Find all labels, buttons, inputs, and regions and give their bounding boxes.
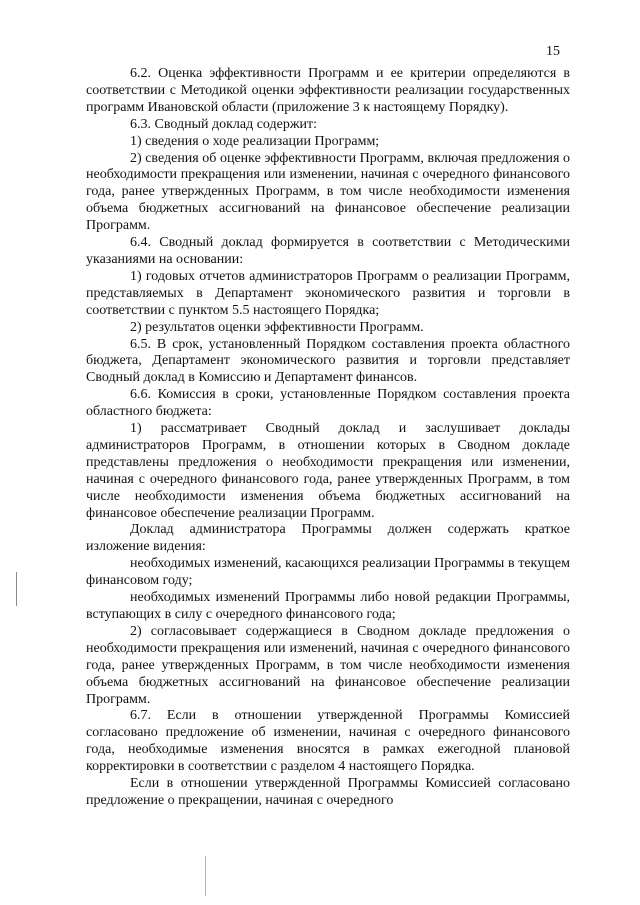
paragraph-6-3: 6.3. Сводный доклад содержит: — [130, 116, 318, 132]
paragraph-new-edition: необходимых изменений Программы либо новой редакции Программы, вступающих в силу с очередного финансового года; — [86, 590, 570, 622]
paragraph-6-2: 6.2. Оценка эффективности Программ и ее критерии определяются в соответствии с Методикой оценки эффективности реализации государственных программ Ивановской области (приложение 3 к настоящему Порядку). — [86, 66, 570, 115]
paragraph-6-7: 6.7. Если в отношении утвержденной Программы Комиссией согласовано предложение об изменении, начиная с очередного финансового года, необходимые изменения вносятся в рамках ежегодной плановой корректировки в соответствии с разделом 4 настоящего Порядка. — [86, 708, 570, 775]
paragraph-6-4: 6.4. Сводный доклад формируется в соответствии с Методическими указаниями на основании: — [86, 235, 570, 267]
paragraph-current-year-changes: необходимых изменений, касающихся реализации Программы в текущем финансовом году; — [86, 556, 570, 589]
paragraph-6-3-item-1: 1) сведения о ходе реализации Программ; — [130, 133, 380, 149]
paragraph-report-content: Доклад администратора Программы должен содержать краткое изложение видения: — [86, 522, 570, 555]
scan-artifact-left — [16, 572, 17, 606]
paragraph-6-4-item-2: 2) результатов оценки эффективности Программ. — [130, 319, 424, 335]
page-number: 15 — [546, 44, 560, 59]
paragraph-6-6-item-1: 1) рассматривает Сводный доклад и заслушивает доклады администраторов Программ, в отношении которых в Сводном докладе представлены предложения о необходимости прекращения или изменении, начиная с очередного финансового года, ранее утвержденных Программ, в том числе необходимости изменения объема бюджетных ассигнований на финансовое обеспечение реализации Программ. — [86, 421, 570, 521]
document-body — [86, 66, 570, 810]
paragraph-6-4-item-1: 1) годовых отчетов администраторов Программ о реализации Программ, представляемых в Департамент экономического развития и торговли в соответствии с пунктом 5.5 настоящего Порядка; — [86, 268, 570, 318]
scan-artifact-bottom — [205, 856, 206, 896]
paragraph-termination: Если в отношении утвержденной Программы Комиссией согласовано предложение о прекращении, начиная с очередного — [86, 776, 570, 808]
paragraph-6-3-item-2: 2) сведения об оценке эффективности Программ, включая предложения о необходимости прекращения или изменении, начиная с очередного финансового года, ранее утвержденных Программ, в том числе необходимости изменения объема бюджетных ассигнований на финансовое обеспечение реализации Программ. — [86, 150, 570, 234]
paragraph-6-6-item-2: 2) согласовывает содержащиеся в Сводном докладе предложения о необходимости прекращения или изменений, начиная с очередного финансового года, ранее утвержденных Программ, в том числе необходимости изменения объема бюджетных ассигнований на финансовое обеспечение реализации Программ. — [86, 623, 570, 707]
paragraph-6-5: 6.5. В срок, установленный Порядком составления проекта областного бюджета, Департамент экономического развития и торговли представляет Сводный доклад в Комиссию и Департамент финансов. — [86, 336, 570, 386]
paragraph-6-6: 6.6. Комиссия в сроки, установленные Порядком составления проекта областного бюджета: — [86, 387, 570, 420]
